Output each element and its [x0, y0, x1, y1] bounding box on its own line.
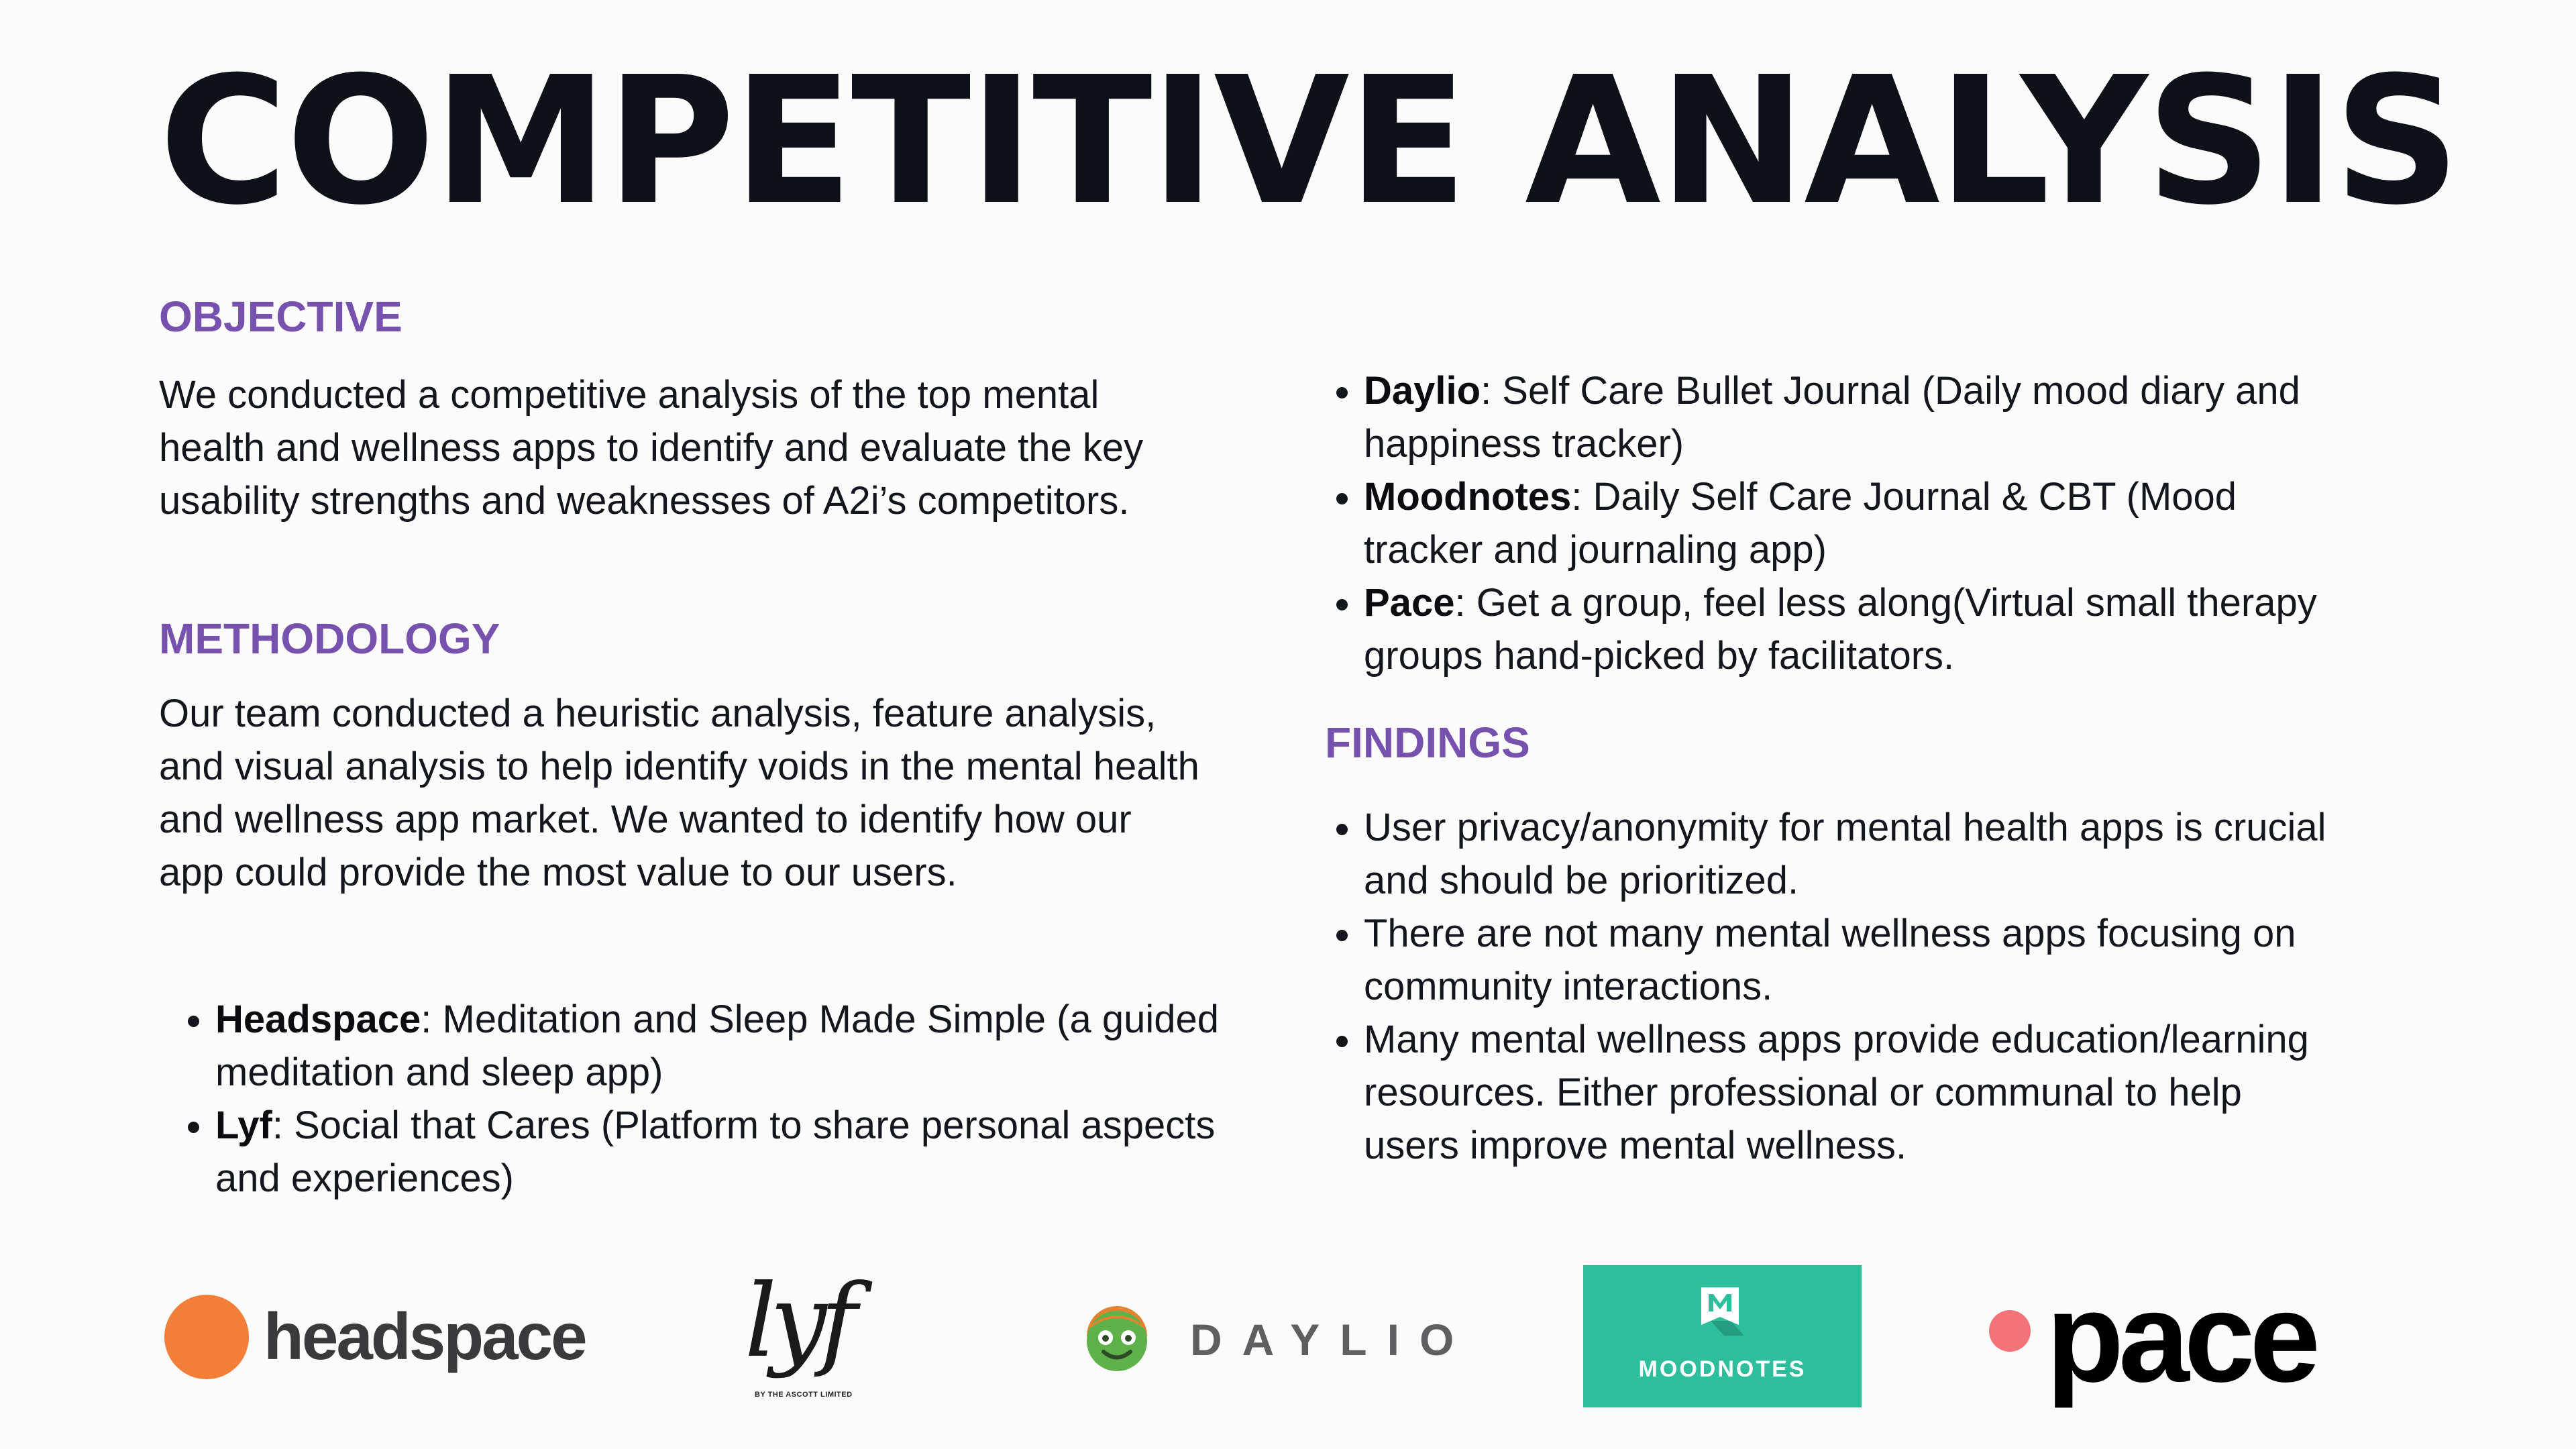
headspace-wordmark: headspace: [264, 1299, 586, 1373]
methodology-heading: METHODOLOGY: [159, 614, 500, 663]
competitor-description: : Self Care Bullet Journal (Daily mood diary and happiness tracker): [1364, 369, 2300, 466]
lyf-logo: [745, 1263, 865, 1405]
competitor-name: Daylio: [1364, 369, 1481, 413]
list-item: [1364, 576, 2331, 682]
methodology-text: Our team conducted a heuristic analysis, feature analysis, and visual analysis to help identify voids in the mental health and wellness app market. We wanted to identify how our app could provide the most value to our users.: [159, 692, 1199, 894]
competitor-description: : Daily Self Care Journal & CBT (Mood tracker and journaling app): [1364, 475, 2237, 572]
competitor-list-right: [1325, 364, 2331, 682]
list-item: [1364, 364, 2331, 470]
objective-section: [159, 292, 1205, 527]
list-item: • Many mental wellness apps provide education/learning resources. Either professional or communal to help users improve mental wellness.: [1364, 1013, 2331, 1172]
list-item: [215, 993, 1232, 1099]
moodnotes-logo: [1583, 1265, 1862, 1407]
objective-heading: OBJECTIVE: [159, 292, 402, 341]
daylio-wordmark: DAYLIO: [1190, 1315, 1474, 1364]
competitor-list-left: [159, 993, 1232, 1205]
findings-section: [1325, 718, 2331, 1172]
list-item: • User privacy/anonymity for mental health apps is crucial and should be prioritized.: [1364, 801, 2331, 907]
page-title: COMPETITIVE ANALYSIS: [159, 39, 2459, 244]
lyf-wordmark: lyf: [745, 1263, 851, 1380]
methodology-section: [159, 614, 1205, 899]
list-item: [1364, 470, 2331, 576]
headspace-logo: [164, 1290, 586, 1384]
competitor-name: Lyf: [215, 1104, 272, 1147]
list-item: • There are not many mental wellness apps focusing on community interactions.: [1364, 907, 2331, 1013]
pace-logo: [1989, 1267, 2378, 1409]
competitor-description: : Get a group, feel less along(Virtual small therapy groups hand-picked by facilitators.: [1364, 581, 2317, 678]
competitor-description: : Meditation and Sleep Made Simple (a guided meditation and sleep app): [215, 998, 1220, 1094]
moodnotes-wordmark: MOODNOTES: [1638, 1356, 1807, 1382]
competitor-name: Moodnotes: [1364, 475, 1572, 519]
findings-heading: FINDINGS: [1325, 718, 1530, 767]
objective-text: We conducted a competitive analysis of the top mental health and wellness apps to identify and evaluate the key usability strengths and weaknesses of A2i’s competitors.: [159, 373, 1144, 523]
pace-wordmark: pace: [2046, 1267, 2316, 1409]
headspace-dot-icon: [164, 1295, 249, 1379]
moodnotes-m-icon: [1701, 1287, 1744, 1336]
competitor-description: : Social that Cares (Platform to share personal aspects and experiences): [215, 1104, 1216, 1200]
pace-dot-icon: [1989, 1310, 2031, 1352]
list-item: [215, 1099, 1232, 1205]
lyf-tagline: BY THE ASCOTT LIMITED: [755, 1391, 853, 1399]
competitor-name: Pace: [1364, 581, 1455, 625]
daylio-face-icon: [1081, 1303, 1152, 1374]
competitor-name: Headspace: [215, 998, 421, 1041]
daylio-logo: [1081, 1303, 1474, 1377]
